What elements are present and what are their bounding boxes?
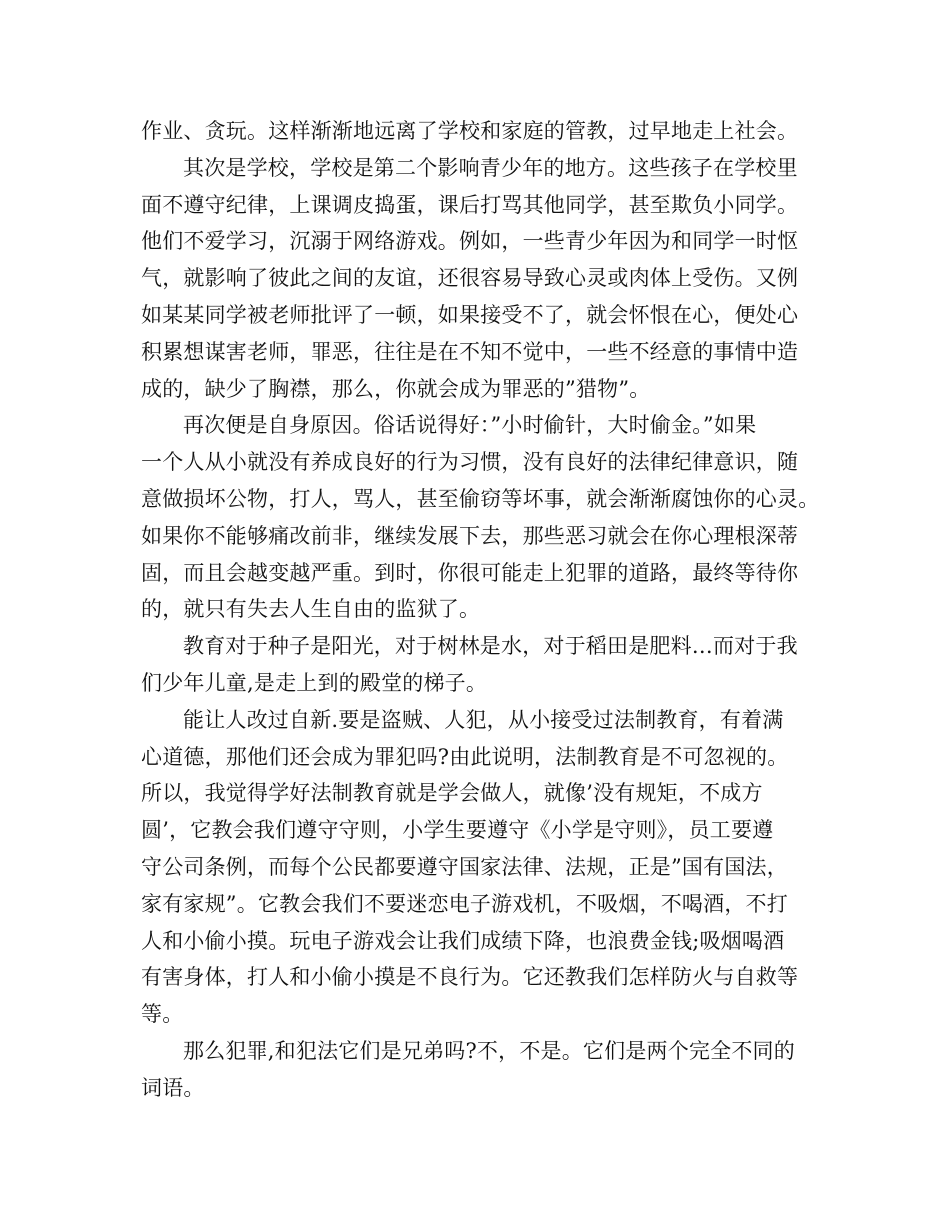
- paragraph-first-line: 那么犯罪,和犯法它们是兄弟吗?不，不是。它们是两个完全不同的: [183, 1038, 795, 1063]
- text-line: 如某某同学被老师批评了一顿，如果接受不了，就会怀恨在心，便处心: [141, 302, 799, 327]
- text-line: 们少年儿童,是走上到的殿堂的梯子。: [141, 670, 488, 695]
- paragraph-first-line: 教育对于种子是阳光，对于树林是水，对于稻田是肥料…而对于我: [183, 634, 798, 659]
- text-line: 有害身体，打人和小偷小摸是不良行为。它还教我们怎样防火与自救等: [141, 965, 799, 990]
- text-line: 意做损坏公物，打人，骂人，甚至偷窃等坏事，就会渐渐腐蚀你的心灵。: [141, 486, 820, 511]
- text-line: 的，就只有失去人生自由的监狱了。: [141, 597, 481, 622]
- text-line: 人和小偷小摸。玩电子游戏会让我们成绩下降，也浪费金钱;吸烟喝酒: [141, 928, 785, 953]
- text-line: 面不遵守纪律，上课调皮捣蛋，课后打骂其他同学，甚至欺负小同学。: [141, 192, 799, 217]
- text-line: 固，而且会越变越严重。到时，你很可能走上犯罪的道路，最终等待你: [141, 560, 799, 585]
- paragraph-first-line: 再次便是自身原因。俗话说得好：”小时偷针，大时偷金。”如果: [183, 413, 757, 438]
- text-line: 守公司条例，而每个公民都要遵守国家法律、法规，正是”国有国法，: [141, 854, 788, 879]
- text-line: 他们不爱学习，沉溺于网络游戏。例如，一些青少年因为和同学一时怄: [141, 229, 799, 254]
- text-line: 家有家规”。它教会我们不要迷恋电子游戏机，不吸烟，不喝酒，不打: [141, 891, 788, 916]
- text-line: 心道德，那他们还会成为罪犯吗?由此说明，法制教育是不可忽视的。: [141, 744, 789, 769]
- text-line: 所以，我觉得学好法制教育就是学会做人，就像’没有规矩，不成方: [141, 781, 763, 806]
- text-line: 如果你不能够痛改前非，继续发展下去，那些恶习就会在你心理根深蒂: [141, 523, 799, 548]
- text-line: 成的，缺少了胸襟，那么，你就会成为罪恶的”猎物”。: [141, 376, 651, 401]
- text-line: 词语。: [141, 1075, 205, 1100]
- text-line: 一个人从小就没有养成良好的行为习惯，没有良好的法律纪律意识，随: [141, 450, 799, 475]
- text-line: 圆’，它教会我们遵守守则，小学生要遵守《小学是守则》，员工要遵: [141, 818, 774, 843]
- text-line: 等。: [141, 1002, 184, 1027]
- body-text: [141, 113, 841, 1107]
- text-line: 积累想谋害老师，罪恶，往往是在不知不觉中，一些不经意的事情中造: [141, 339, 799, 364]
- paragraph-first-line: 其次是学校，学校是第二个影响青少年的地方。这些孩子在学校里: [183, 155, 798, 180]
- text-line: 气，就影响了彼此之间的友谊，还很容易导致心灵或肉体上受伤。又例: [141, 266, 799, 291]
- text-line: 作业、贪玩。这样渐渐地远离了学校和家庭的管教，过早地走上社会。: [141, 119, 799, 143]
- paragraph-first-line: 能让人改过自新.要是盗贼、人犯，从小接受过法制教育，有着满: [183, 707, 784, 732]
